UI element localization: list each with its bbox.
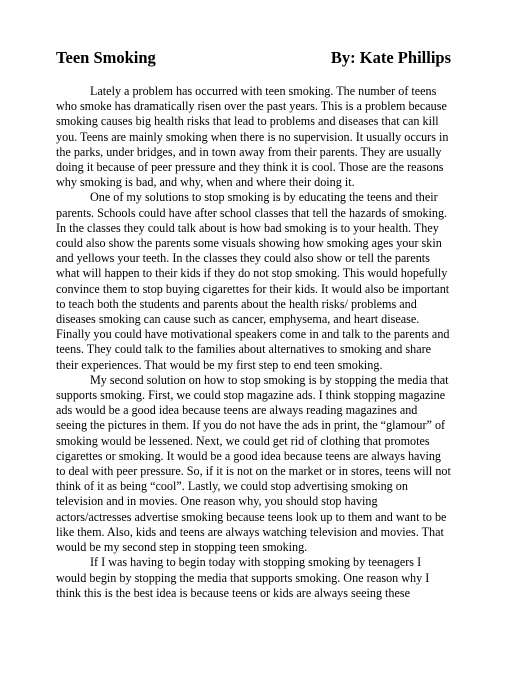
paragraph-conclusion-start: If I was having to begin today with stopping smoking by teenagers I would begin by stopping the media that supports smoking. One reason why I think this is the best idea is because teens or kids are always seeing these <box>56 555 430 600</box>
paragraph-first-solution: One of my solutions to stop smoking is by educating the teens and their parents. Schools could have after school classes that tell the hazards of smoking. In the classes they could talk about is how bad smoking is to your health. They could also show the parents some visuals showing how smoking ages your skin and yellows your teeth. In the classes they could also show or tell the parents what will happen to their kids if they do not stop smoking. This would hopefully convince them to stop buying cigarettes for their kids. It would also be important to teach both the students and parents about the health risks/ problems and diseases smoking can cause such as cancer, emphysema, and heart disease. Finally you could have motivational speakers come in and talk to the parents and teens. They could talk to the families about alternatives to smoking and share their experiences. That would be my first step to end teen smoking. <box>56 190 450 372</box>
document-header <box>56 48 451 68</box>
paragraph-intro: Lately a problem has occurred with teen smoking. The number of teens who smoke has dramatically risen over the past years. This is a problem because smoking causes big health risks that lead to problems and diseases that can kill you. Teens are mainly smoking when there is no supervision. It usually occurs in the parks, under bridges, and in town away from their parents. They are usually doing it because of peer pressure and they think it is cool. Those are the reasons why smoking is bad, and why, when and where their doing it. <box>56 84 449 190</box>
document-body <box>56 84 451 601</box>
document-title: Teen Smoking <box>56 48 156 67</box>
author-byline: By: Kate Phillips <box>330 48 451 67</box>
paragraph-second-solution: My second solution on how to stop smoking is by stopping the media that supports smoking. First, we could stop magazine ads. I think stopping magazine ads would be a good idea because teens are always reading magazines and seeing the pictures in them. If you do not have the ads in print, the “glamour” of smoking would be lessened. Next, we could get rid of clothing that promotes cigarettes or smoking. It would be a good idea because teens are always having to deal with peer pressure. So, if it is not on the market or in stores, teens will not think of it as being “cool”. Lastly, we could stop advertising smoking on television and in movies. One reason why, you should stop having actors/actresses advertise smoking because teens look up to them and want to be like them. Also, kids and teens are always watching television and movies. That would be my second step in stopping teen smoking. <box>56 372 451 555</box>
